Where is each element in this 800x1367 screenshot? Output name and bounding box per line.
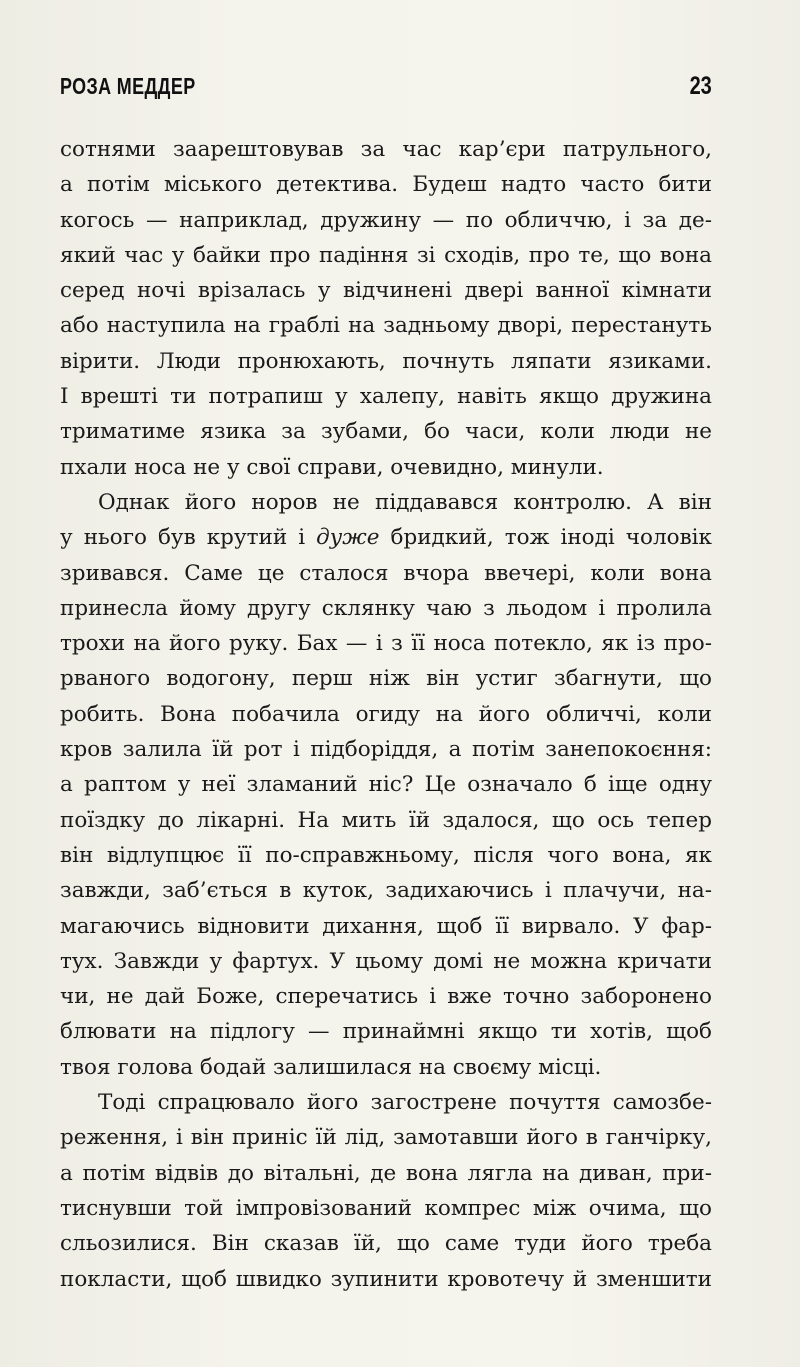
text-line: робить. Вона побачила огиду на його обличчі, коли xyxy=(60,701,712,727)
text-body xyxy=(60,132,712,1297)
text-line: триматиме язика за зубами, бо часи, коли люди не xyxy=(60,419,712,445)
paragraph xyxy=(60,132,712,485)
text-line: магаючись відновити дихання, щоб її вирвало. У фар- xyxy=(60,913,712,939)
text-line: твоя голова бодай залишилася на своєму місці. xyxy=(60,1054,602,1080)
text-line: сльозилися. Він сказав їй, що саме туди його треба xyxy=(60,1231,712,1257)
text-line: у нього був крутий і дуже бридкий, тож іноді чоловік xyxy=(60,525,712,551)
text-line: тух. Завжди у фартух. У цьому домі не можна кричати xyxy=(60,948,712,974)
text-line: а потім міського детектива. Будеш надто часто бити xyxy=(60,172,712,198)
text-line: зривався. Саме це сталося вчора ввечері, коли вона xyxy=(60,560,712,586)
text-line: а потім відвів до вітальні, де вона лягла на диван, при- xyxy=(60,1160,712,1186)
text-line: чи, не дай Боже, сперечатись і вже точно заборонено xyxy=(60,984,712,1010)
text-line: серед ночі врізалась у відчинені двері ванної кімнати xyxy=(60,278,712,304)
running-head xyxy=(60,66,712,106)
text-line: Тоді спрацювало його загострене почуття самозбе- xyxy=(98,1090,712,1116)
page-number: 23 xyxy=(689,71,712,100)
text-line: блювати на підлогу — принаймні якщо ти хотів, щоб xyxy=(60,1019,712,1045)
text-line: він відлупцює її по-справжньому, після чого вона, як xyxy=(60,842,712,868)
running-title: РОЗА МЕДДЕР xyxy=(60,72,196,99)
emphasis: дуже xyxy=(316,525,380,551)
text-line: трохи на його руку. Бах — і з її носа потекло, як із про- xyxy=(60,631,712,657)
text-line: кров залила їй рот і підборіддя, а потім занепокоєння: xyxy=(60,737,712,763)
text-line: І врешті ти потрапиш у халепу, навіть якщо дружина xyxy=(60,384,712,410)
text-line: когось — наприклад, дружину — по обличчю, і за де- xyxy=(60,207,712,233)
text-line: рваного водогону, перш ніж він устиг збагнути, що xyxy=(60,666,712,692)
text-line: а раптом у неї зламаний ніс? Це означало б іще одну xyxy=(60,772,712,798)
paragraph xyxy=(60,1085,712,1297)
text-line: поїздку до лікарні. На мить їй здалося, що ось тепер xyxy=(60,807,712,833)
text-line: пхали носа не у свої справи, очевидно, минули. xyxy=(60,454,604,480)
text-line: сотнями заарештовував за час кар’єри патрульного, xyxy=(60,137,712,162)
text-line: реження, і він приніс їй лід, замотавши його в ганчірку, xyxy=(60,1125,712,1151)
text-line: який час у байки про падіння зі сходів, про те, що вона xyxy=(60,242,712,268)
text-line: принесла йому другу склянку чаю з льодом і пролила xyxy=(60,595,712,621)
paragraph xyxy=(60,485,712,1085)
text-line: вірити. Люди пронюхають, почнуть ляпати язиками. xyxy=(60,348,712,374)
text-line: або наступила на граблі на задньому дворі, перестануть xyxy=(60,313,712,339)
text-line: тиснувши той імпровізований компрес між очима, що xyxy=(60,1195,712,1221)
text-line: завжди, заб’ється в куток, задихаючись і плачучи, на- xyxy=(60,878,712,904)
text-line: покласти, щоб швидко зупинити кровотечу й зменшити xyxy=(60,1266,712,1292)
text-line: Однак його норов не піддавався контролю. А він xyxy=(98,489,712,515)
